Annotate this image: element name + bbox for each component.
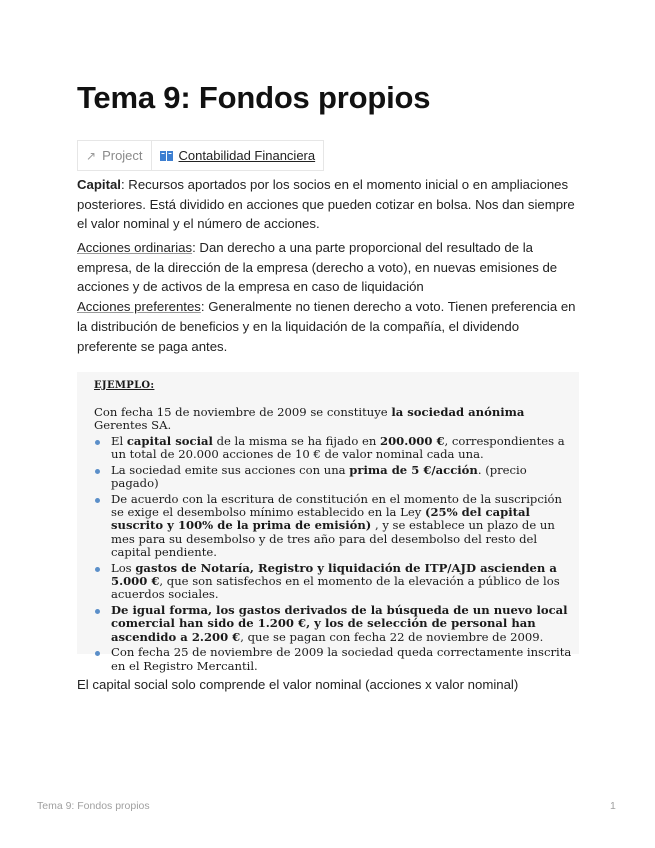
footer-title: Tema 9: Fondos propios	[37, 800, 150, 812]
arrow-up-right-icon: ↗	[86, 148, 97, 163]
list-item: El capital social de la misma se ha fijado en 200.000 €, correspondientes a un total de 20.000 acciones de 10 € de valor nominal cada una.	[94, 435, 572, 462]
intro-text-end: Gerentes SA.	[94, 418, 172, 433]
intro-text: Con fecha 15 de noviembre de 2009 se constituye	[94, 405, 392, 419]
capital-term: Capital	[77, 177, 121, 192]
ordinarias-text: : Dan derecho a una parte proporcional del resultado de la empresa, de la dirección de la empresa (derecho a voto), en nuevas emisiones de acciones y de activos de la empresa en caso de liquidación	[77, 240, 558, 295]
list-item: Los gastos de Notaría, Registro y liquidación de ITP/AJD ascienden a 5.000 €, que son satisfechos en el momento de la elevación a público de los acuerdos sociales.	[94, 562, 572, 602]
property-key	[78, 141, 152, 170]
list-item: De igual forma, los gastos derivados de la búsqueda de un nuevo local comercial han sido de 1.200 €, y los de selección de personal han ascendido a 2.200 €, que se pagan con fecha 22 de noviembre de 2009.	[94, 604, 572, 644]
property-key-label: Project	[102, 148, 143, 163]
project-link[interactable]: Contabilidad Financiera	[178, 148, 316, 163]
example-heading: EJEMPLO:	[94, 380, 155, 391]
ordinarias-term: Acciones ordinarias	[77, 240, 193, 255]
intro-bold: la sociedad anónima	[391, 405, 525, 419]
acciones-paragraph	[77, 238, 582, 356]
list-item: La sociedad emite sus acciones con una prima de 5 €/acción. (precio pagado)	[94, 464, 572, 491]
closing-paragraph: El capital social solo comprende el valor nominal (acciones x valor nominal)	[77, 677, 519, 692]
property-value[interactable]	[152, 141, 324, 170]
example-intro	[94, 406, 572, 433]
capital-text: : Recursos aportados por los socios en el momento inicial o en ampliaciones posteriores. Está dividido en acciones que pueden cotizar en bolsa. Nos dan siempre el valor nominal y el número de acciones.	[77, 177, 575, 232]
book-icon	[160, 151, 173, 161]
preferentes-term: Acciones preferentes	[77, 299, 201, 315]
list-item: Con fecha 25 de noviembre de 2009 la sociedad queda correctamente inscrita en el Registro Mercantil.	[94, 646, 572, 673]
property-row	[77, 140, 324, 171]
preferentes-text: : Generalmente no tienen derecho a voto. Tienen preferencia en la distribución de beneficios y en la liquidación de la compañía, el dividendo preferente se paga antes.	[77, 299, 576, 354]
page-number: 1	[610, 800, 616, 812]
page-title: Tema 9: Fondos propios	[77, 80, 431, 115]
example-list	[94, 435, 572, 675]
capital-paragraph	[77, 175, 582, 234]
list-item: De acuerdo con la escritura de constitución en el momento de la suscripción se exige el desembolso mínimo establecido en la Ley (25% del capital suscrito y 100% de la prima de emisión) , y se establece un plazo de un mes para su desembolso y de tres año para del desembolso del resto del capital pendiente.	[94, 493, 572, 560]
example-image	[77, 372, 579, 673]
